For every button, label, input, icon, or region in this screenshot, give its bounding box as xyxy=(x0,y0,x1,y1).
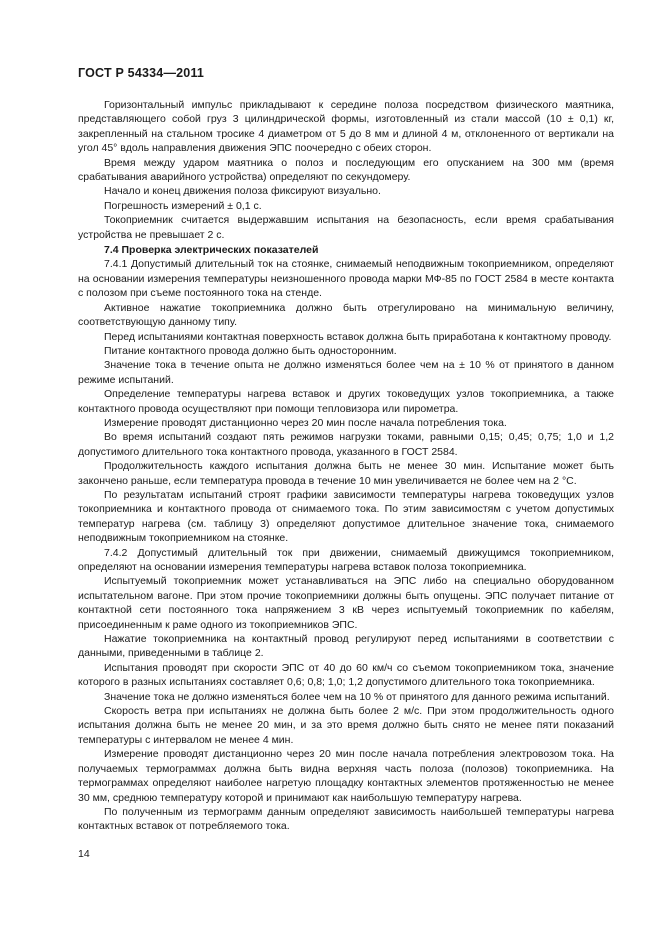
paragraph: 7.4.1 Допустимый длительный ток на стоянке, снимаемый неподвижным токоприемником, определяют на основании измерения температуры неизношенного провода марки МФ-85 по ГОСТ 2584 в месте контакта с полозом при съеме постоянного тока на стенде. xyxy=(78,258,614,300)
paragraph: Горизонтальный импульс прикладывают к середине полоза посредством физического маятника, представляющего собой груз 3 цилиндрической формы, изготовленный из стали массой (10 ± 0,1) кг, закрепленный на стальном тросике 4 диаметром от 5 до 8 мм и длиной 4 м, отклоненного от вертикали на угол 45° вдоль направления движения ЭПС поочередно с обеих сторон. xyxy=(78,99,614,155)
paragraph: Значение тока в течение опыта не должно изменяться более чем на ± 10 % от принятого в данном режиме испытаний. xyxy=(78,359,614,386)
section-heading: 7.4 Проверка электрических показателей xyxy=(104,244,319,257)
paragraph: Измерение проводят дистанционно через 20 мин после начала потребления тока. xyxy=(104,416,507,429)
paragraph: Активное нажатие токоприемника должно быть отрегулировано на минимальную величину, соответствующую данному типу. xyxy=(78,301,614,329)
document-body xyxy=(78,98,614,834)
paragraph: Во время испытаний создают пять режимов нагрузки токами, равными 0,15; 0,45; 0,75; 1,0 и 1,2 допустимого длительного тока контактного провода, указанного в ГОСТ 2584. xyxy=(78,431,614,458)
paragraph: Испытания проводят при скорости ЭПС от 40 до 60 км/ч со съемом токоприемником тока, значение которого в разных испытаниях составляет 0,6; 0,8; 1,0; 1,2 допустимого длительного тока токоприемника. xyxy=(78,661,614,689)
paragraph: Перед испытаниями контактная поверхность вставок должна быть приработана к контактному проводу. xyxy=(104,330,612,343)
paragraph: Определение температуры нагрева вставок и других токоведущих узлов токоприемника, а также контактного провода осуществляют при помощи тепловизора или пирометра. xyxy=(78,388,614,415)
paragraph: Испытуемый токоприемник может устанавливаться на ЭПС либо на специально оборудованном испытательном вагоне. При этом прочие токоприемники должны быть опущены. ЭПС получает питание от контактной сети постоянного тока напряжением 3 кВ через испытуемый токоприемник по кабелям, присоединенным к раме одного из токоприемников ЭПС. xyxy=(78,575,614,631)
paragraph: По результатам испытаний строят графики зависимости температуры нагрева токоведущих узлов токоприемника и контактного провода от снимаемого тока. По этим зависимостям с учетом допустимых температур нагрева (см. таблицу 3) определяют допустимое длительное значение тока, снимаемого неподвижным токоприемником на стоянке. xyxy=(78,488,614,545)
paragraph: По полученным из термограмм данным определяют зависимость наибольшей температуры нагрева контактных вставок от потребляемого тока. xyxy=(78,805,614,833)
paragraph: Значение тока не должно изменяться более чем на 10 % от принятого для данного режима испытаний. xyxy=(104,690,610,703)
paragraph: Скорость ветра при испытаниях не должна быть более 2 м/с. При этом продолжительность одного испытания должна быть не менее 20 мин, и за это время должно быть снято не менее пяти показаний температуры с интервалом не менее 4 мин. xyxy=(78,705,614,746)
paragraph: Время между ударом маятника о полоз и последующим его опусканием на 300 мм (время срабатывания аварийного устройства) определяют по секундомеру. xyxy=(78,156,614,184)
paragraph: 7.4.2 Допустимый длительный ток при движении, снимаемый движущимся токоприемником, определяют на основании измерения температуры нагрева вставок полоза токоприемника. xyxy=(78,546,614,573)
paragraph: Питание контактного провода должно быть односторонним. xyxy=(104,344,397,357)
paragraph: Нажатие токоприемника на контактный провод регулируют перед испытаниями в соответствии с данными, приведенными в таблице 2. xyxy=(78,633,614,660)
paragraph: Погрешность измерений ± 0,1 с. xyxy=(104,199,262,212)
page-number: 14 xyxy=(78,848,90,860)
paragraph: Токоприемник считается выдержавшим испытания на безопасность, если время срабатывания устройства не превышает 2 с. xyxy=(78,214,614,241)
paragraph: Продолжительность каждого испытания должна быть не менее 30 мин. Испытание может быть закончено раньше, если температура провода в течение 10 мин увеличивается не более чем на 2 °С. xyxy=(78,460,614,487)
paragraph: Начало и конец движения полоза фиксируют визуально. xyxy=(104,185,381,198)
document-header: ГОСТ Р 54334—2011 xyxy=(78,66,205,80)
paragraph: Измерение проводят дистанционно через 20 мин после начала потребления электровозом тока. На получаемых термограммах должна быть видна верхняя часть полоза (полозов) токоприемника. На термограммах определяют наиболее нагретую площадку контактных элементов протяженностью не менее 30 мм, среднюю температуру которой и принимают как наибольшую температуру нагрева. xyxy=(78,748,614,804)
